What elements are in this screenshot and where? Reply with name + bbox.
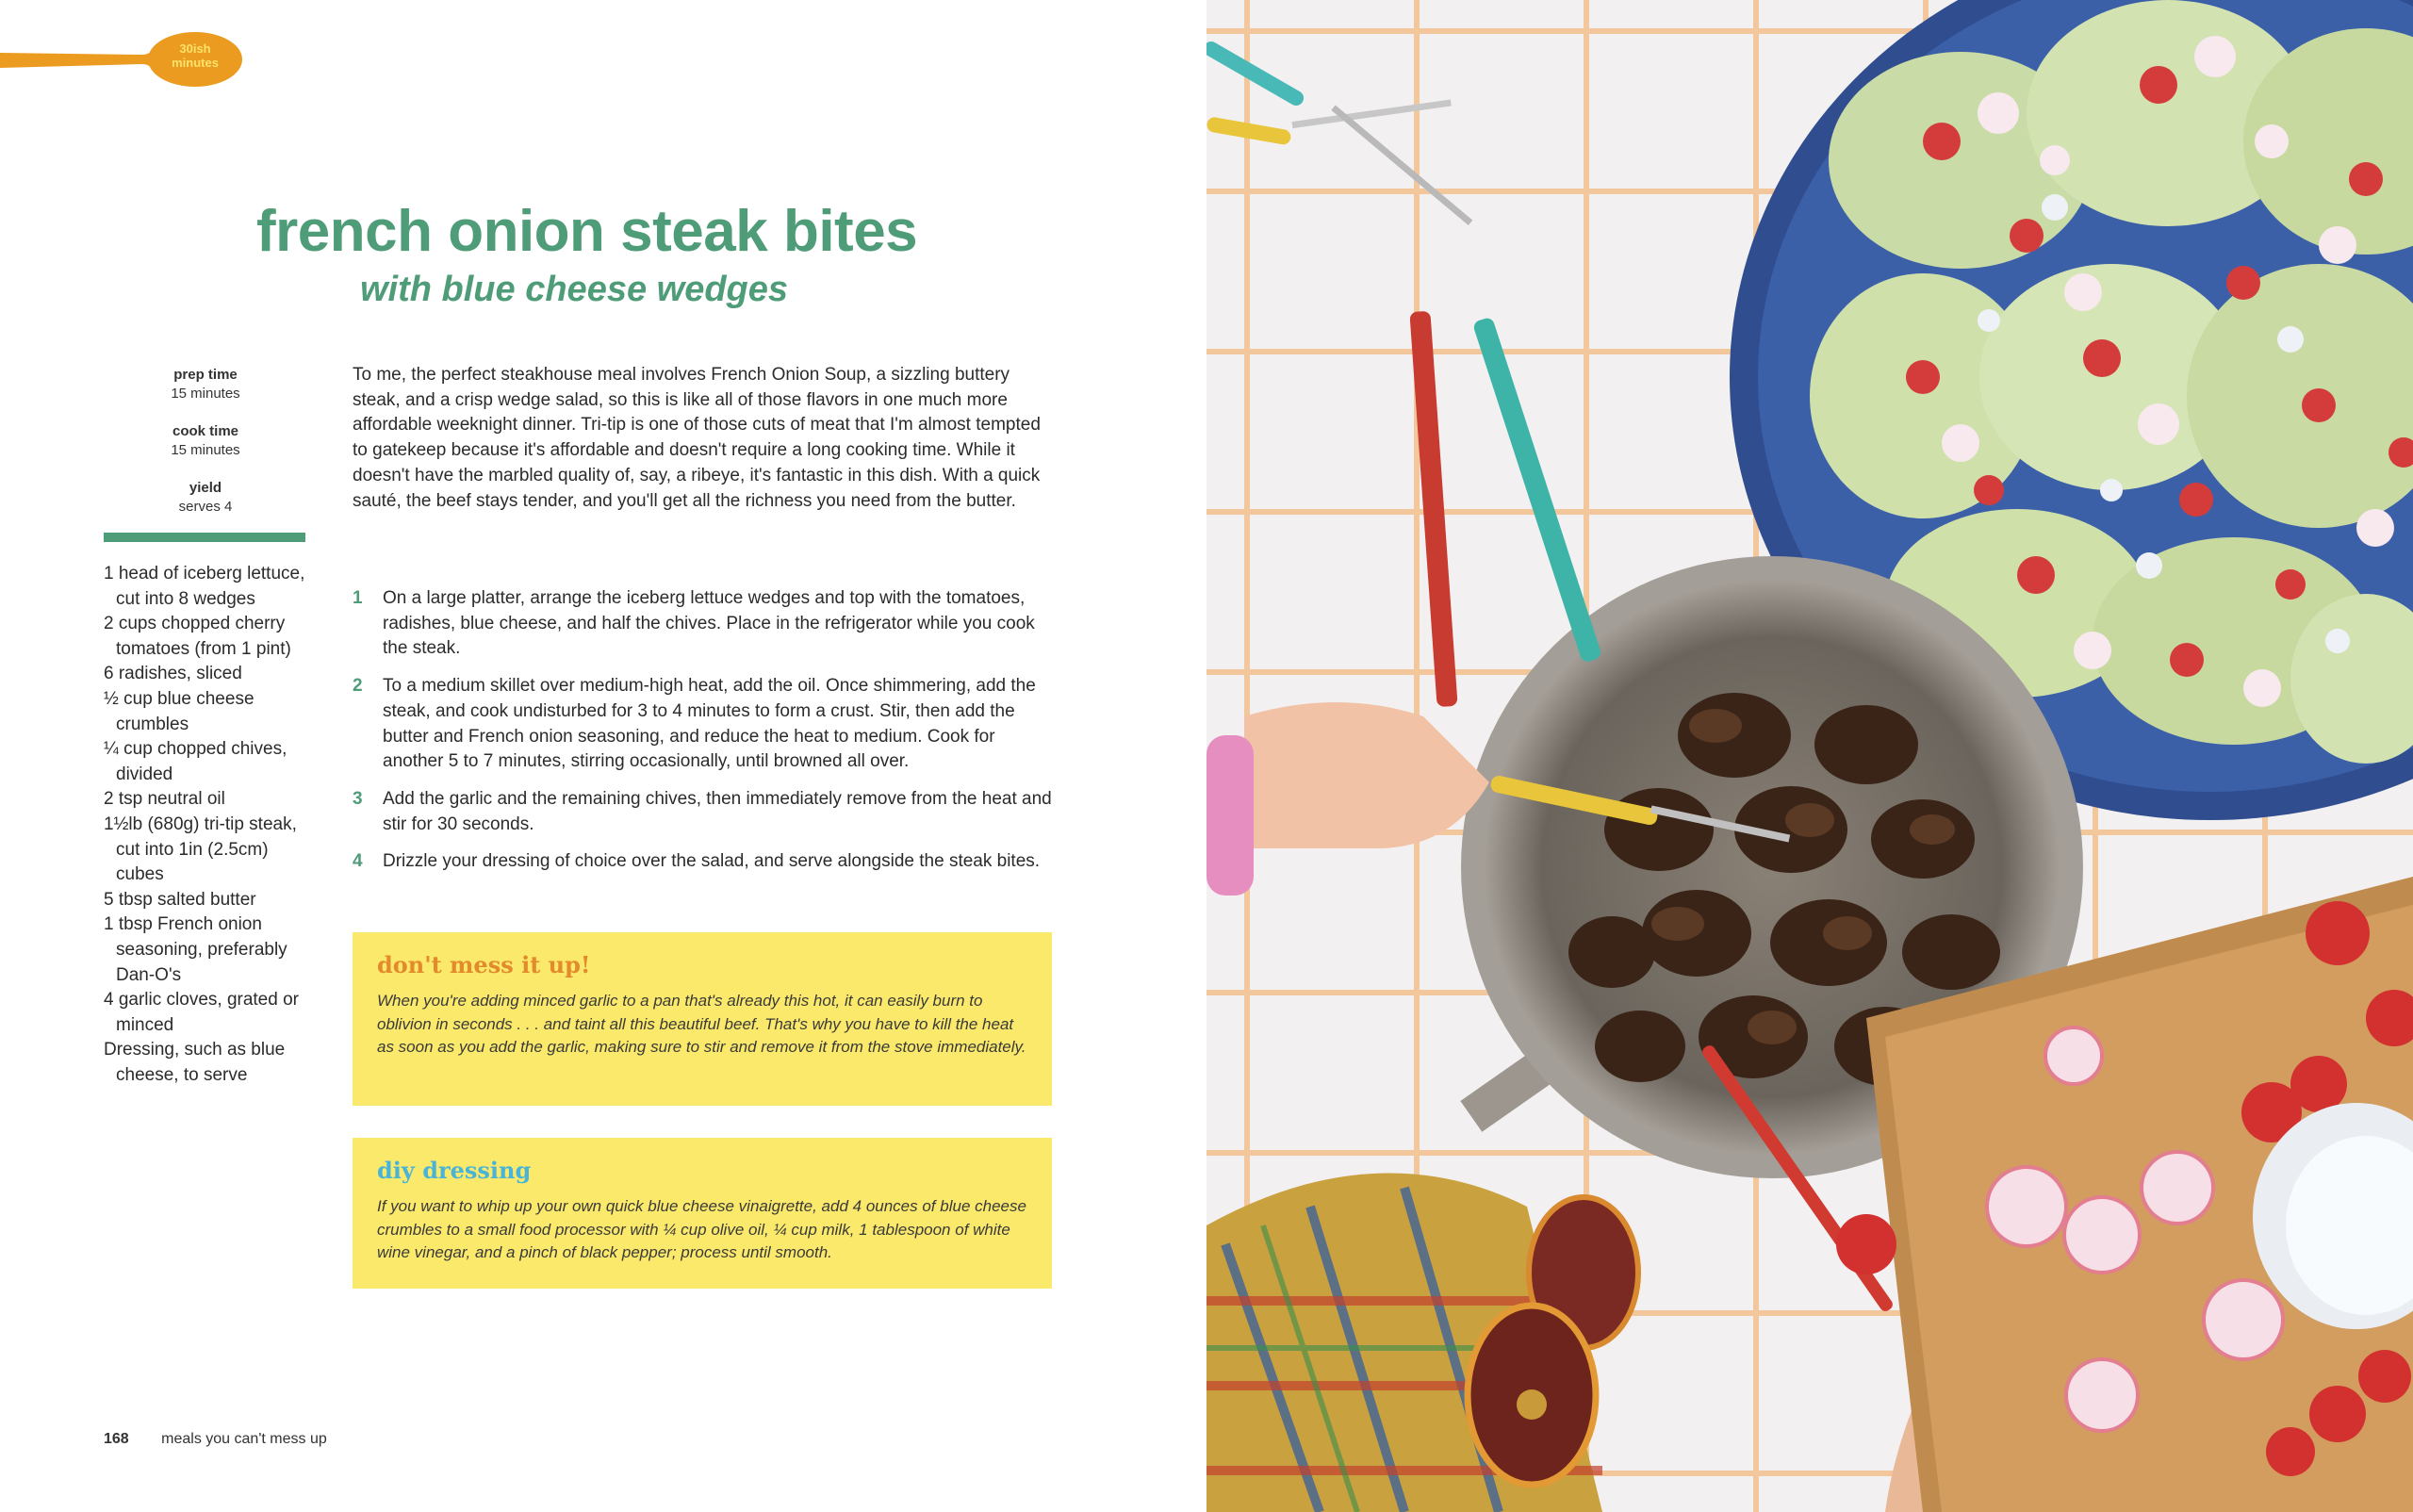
tip-heading: diy dressing xyxy=(377,1157,532,1184)
food-photo xyxy=(1206,0,2413,1512)
page-number: 168 xyxy=(104,1431,129,1447)
cook-time: cook time 15 minutes xyxy=(171,423,240,458)
plaid-napkin xyxy=(1206,1173,1638,1512)
ingredient: 6 radishes, sliced xyxy=(104,664,242,684)
recipe-subtitle: with blue cheese wedges xyxy=(360,270,789,309)
step-number: 4 xyxy=(353,851,363,872)
ingredient: 1 tbsp French onion seasoning, preferably Dan-O's xyxy=(104,914,287,985)
step-text: To a medium skillet over medium-high heat, add the oil. Once shimmering, add the steak, and cook undisturbed for 3 to 4 minutes to form a crust. Stir, then add the butter and French onion seasoning, and reduce the heat to medium. Cook for another 5 to 7 minutes, stirring occasionally, until browned all over. xyxy=(383,676,1036,772)
diy-dressing-box xyxy=(353,1138,1052,1289)
divider xyxy=(104,533,305,542)
ingredient: 4 garlic cloves, grated or minced xyxy=(104,990,299,1035)
ingredient: 1½lb (680g) tri-tip steak, cut into 1in (2.5cm) cubes xyxy=(104,814,297,885)
recipe-page xyxy=(0,0,1206,1512)
method-steps xyxy=(353,586,1059,887)
prep-time: prep time 15 minutes xyxy=(171,367,240,402)
tip-body: When you're adding minced garlic to a pan that's already this hot, it can easily burn to oblivion in seconds . . . and taint all this beautiful beef. That's why you have to kill the heat as soon as you add the garlic, making sure to stir and remove it from the stove immediately. xyxy=(377,992,1026,1056)
step xyxy=(353,586,1059,662)
ingredient: 2 tsp neutral oil xyxy=(104,789,225,810)
yield: yield serves 4 xyxy=(178,480,233,515)
tip-body: If you want to whip up your own quick blue cheese vinaigrette, add 4 ounces of blue cheese crumbles to a small food processor with ¼ cup olive oil, ¼ cup milk, 1 tablespoon of white wine vinegar, and a pinch of black pepper; process until smooth. xyxy=(377,1197,1026,1261)
step-number: 1 xyxy=(353,588,363,608)
ingredient: Dressing, such as blue cheese, to serve xyxy=(104,1040,286,1085)
step-number: 3 xyxy=(353,788,363,809)
page-footer xyxy=(104,1431,327,1448)
recipe-title: french onion steak bites xyxy=(256,199,918,264)
step xyxy=(353,849,1059,875)
ingredient: ¼ cup chopped chives, divided xyxy=(104,739,287,784)
tip-heading: don't mess it up! xyxy=(377,951,591,978)
ingredient: 5 tbsp salted butter xyxy=(104,889,256,910)
ingredient: 2 cups chopped cherry tomatoes (from 1 pint) xyxy=(104,614,291,659)
step xyxy=(353,674,1059,775)
ingredient: 1 head of iceberg lettuce, cut into 8 wedges xyxy=(104,564,305,609)
step xyxy=(353,787,1059,837)
ingredient: ½ cup blue cheese crumbles xyxy=(104,688,254,734)
dont-mess-it-up-box xyxy=(353,932,1052,1106)
step-text: Add the garlic and the remaining chives, then immediately remove from the heat and stir for 30 seconds. xyxy=(383,788,1052,834)
step-text: On a large platter, arrange the iceberg lettuce wedges and top with the tomatoes, radishes, blue cheese, and half the chives. Place in the refrigerator while you cook the steak. xyxy=(383,588,1035,659)
recipe-intro: To me, the perfect steakhouse meal involves French Onion Soup, a sizzling buttery steak, and a crisp wedge salad, so this is like all of those flavors in one much more affordable weeknight dinner. Tri-tip is one of those cuts of meat that I'm almost tempted to gatekeep because it's affordable and doesn't require a long cooking time. While it doesn't have the marbled quality of, say, a ribeye, it's fantastic in this dish. With a quick sauté, the beef stays tender, and you'll get all the richness you need from the butter. xyxy=(353,365,1041,511)
step-number: 2 xyxy=(353,676,363,697)
ingredient-list xyxy=(104,562,311,1088)
step-text: Drizzle your dressing of choice over the salad, and serve alongside the steak bites. xyxy=(383,851,1041,872)
running-title: meals you can't mess up xyxy=(161,1431,327,1447)
time-tab-label: 30ish minutes xyxy=(172,41,219,70)
